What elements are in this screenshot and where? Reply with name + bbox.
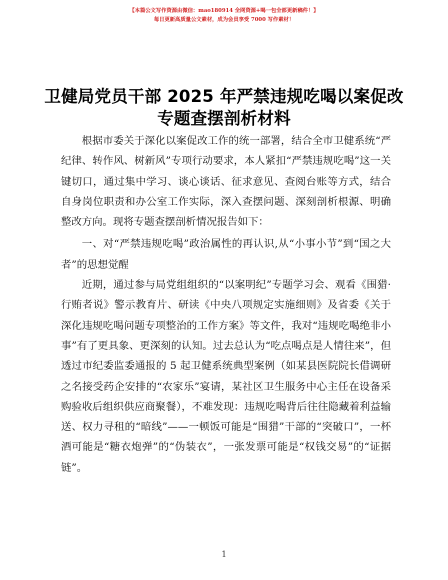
banner-line-1: 【本篇公文写作资源由微信：mao180914 全网资源+喝一包全部更新稿件！】 (129, 8, 319, 14)
banner-line-2: 每日更新高质量公文素材，成为会员享受 7000 写作素材！ (153, 17, 295, 23)
document-title-line-2: 专题查摆剖析材料 (157, 109, 291, 128)
document-body (61, 131, 391, 478)
page-number: 1 (221, 550, 227, 559)
document-title-line-1: 卫健局党员干部 2025 年严禁违规吃喝以案促改 (44, 87, 404, 106)
section-1-paragraph-1: 近期，通过参与局党组组织的“以案明纪”专题学习会、观看《围猎·行贿者说》警示教育片、研读《中央八项规定实施细则》及省委《关于深化违规吃喝问题专项整治的工作方案》等文件，我对“违规吃喝绝非小事”有了更具象、更深刻的认知。过去总认为“吃点喝点是人情往来”，但透过市纪委监委通报的 5 起卫健系统典型案例（如某县医院院长借调研之名接受药企安排的“农家乐”宴请，某社区卫生服务中心主任在设备采购验收后组织供应商聚餐），不难发现：违规吃喝背后往往隐藏着利益输送、权力寻租的“暗线”——一顿饭可能是“围猎”干部的“突破口”，一杯酒可能是“糖衣炮弹”的“伪装衣”，一张发票可能是“权钱交易”的“证据链”。 (61, 279, 391, 474)
section-1-heading: 一、对“严禁违规吃喝”政治属性的再认识,从“小事小节”到“国之大者”的思想觉醒 (61, 238, 391, 271)
intro-paragraph: 根据市委关于深化以案促改工作的统一部署，结合全市卫健系统“严纪律、转作风、树新风”专项行动要求，本人紧扣“严禁违规吃喝”这一关键切口，通过集中学习、谈心谈话、征求意见、查阅台账等方式，结合自身岗位职责和办公室工作实际，深入查摆问题、深刻剖析根源、明确整改方向。现将专题查摆剖析情况报告如下： (61, 135, 391, 229)
header-banner (50, 7, 398, 33)
